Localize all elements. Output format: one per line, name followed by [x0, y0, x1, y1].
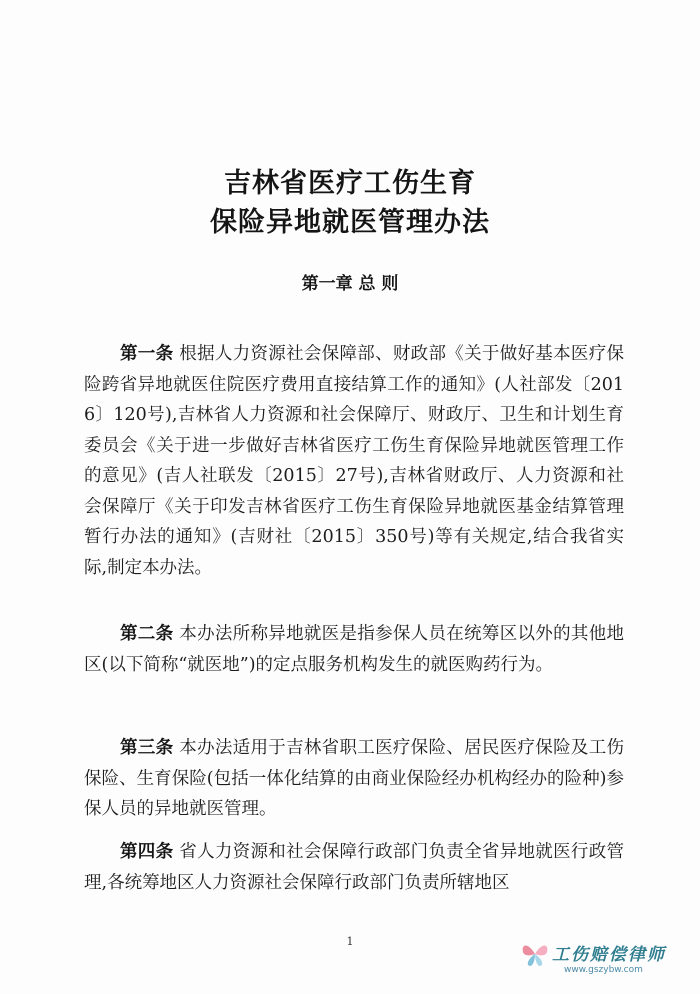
article-3-text: 本办法适用于吉林省职工医疗保险、居民医疗保险及工伤保险、生育保险(包括一体化结算的由商业保险经办机构经办的险种)参保人员的异地就医管理。	[84, 738, 625, 819]
article-2	[84, 619, 624, 680]
watermark-url[interactable]: www.gszybw.com	[564, 965, 643, 975]
article-4	[84, 837, 624, 898]
site-watermark[interactable]	[520, 938, 690, 984]
article-3	[84, 733, 624, 825]
butterfly-logo-icon	[520, 940, 550, 968]
article-2-label: 第二条	[120, 624, 174, 644]
article-3-label: 第三条	[120, 738, 174, 758]
article-4-label: 第四条	[120, 842, 174, 862]
article-1-label: 第一条	[120, 344, 174, 364]
document-title-line1: 吉林省医疗工伤生育	[224, 168, 476, 199]
article-4-text: 省人力资源和社会保障行政部门负责全省异地就医行政管理,各统筹地区人力资源社会保障行政部门负责所辖地区	[84, 842, 625, 893]
document-title-line2: 保险异地就医管理办法	[210, 207, 490, 238]
chapter-heading: 第一章 总 则	[301, 274, 399, 294]
article-2-text: 本办法所称异地就医是指参保人员在统筹区以外的其他地区(以下简称“就医地”)的定点服务机构发生的就医购药行为。	[84, 624, 625, 675]
article-1-text: 根据人力资源社会保障部、财政部《关于做好基本医疗保险跨省异地就医住院医疗费用直接结算工作的通知》(人社部发〔2016〕120号),吉林省人力资源和社会保障厅、财政厅、卫生和计划生育委员会《关于进一步做好吉林省医疗工伤生育保险异地就医管理工作的意见》(吉人社联发〔2015〕27号),吉林省财政厅、人力资源和社会保障厅《关于印发吉林省医疗工伤生育保险异地就医基金结算管理暂行办法的通知》(吉财社〔2015〕350号)等有关规定,结合我省实际,制定本办法。	[84, 344, 625, 578]
watermark-title: 工伤赔偿律师	[552, 945, 666, 965]
page-number: 1	[346, 935, 354, 948]
article-1	[84, 339, 624, 583]
